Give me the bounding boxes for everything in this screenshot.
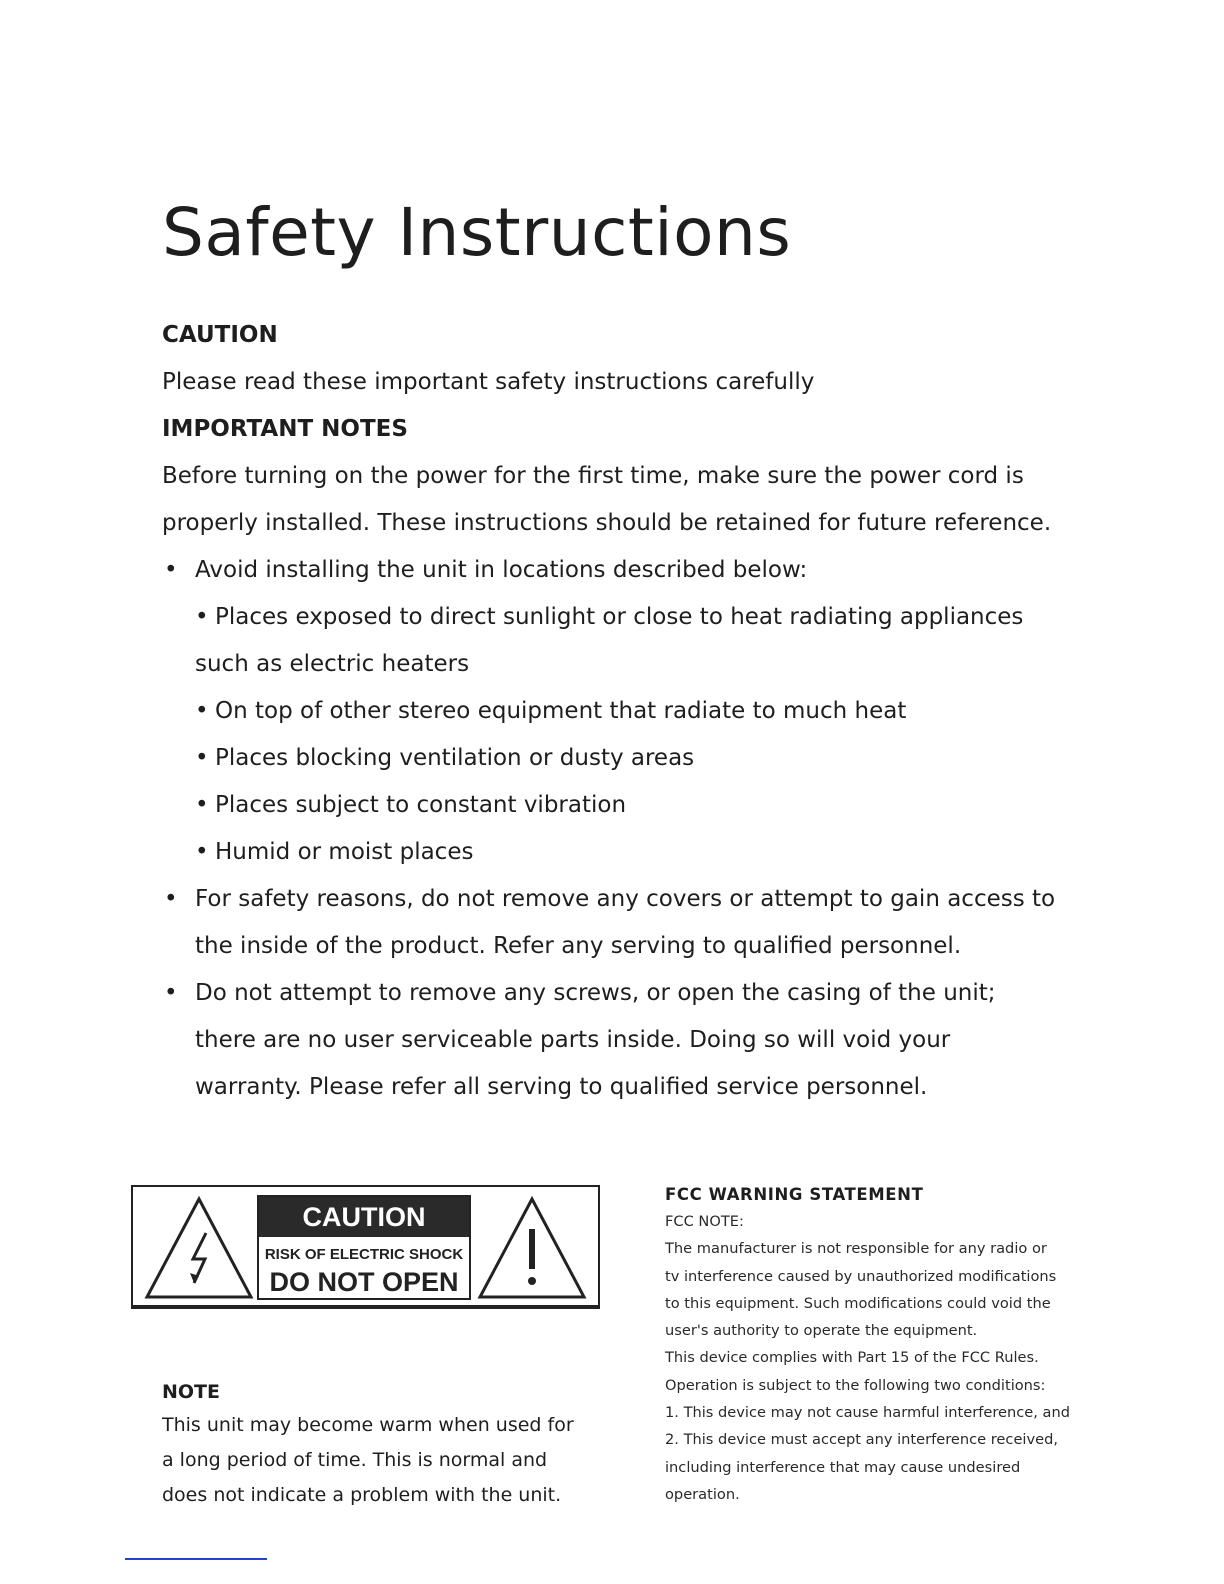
fcc-line: user's authority to operate the equipment.	[665, 1322, 978, 1340]
fcc-heading: FCC WARNING STATEMENT	[665, 1185, 924, 1204]
sub-list-item-text: Places subject to constant vibration	[215, 792, 627, 818]
electric-shock-warning-label	[131, 1185, 600, 1309]
risk-label: RISK OF ELECTRIC SHOCK	[264, 1246, 464, 1263]
sub-list-item-text: Places blocking ventilation or dusty areas	[215, 745, 695, 771]
sub-list-item	[195, 594, 1102, 641]
note-line: a long period of time. This is normal and	[162, 1449, 548, 1471]
sub-list-item-text: such as electric heaters	[195, 651, 470, 677]
main-content	[162, 312, 1102, 1111]
note-heading: NOTE	[162, 1381, 220, 1403]
bullet: •	[164, 886, 178, 912]
bullet: •	[195, 698, 209, 724]
list-item	[162, 970, 1102, 1111]
fcc-line: tv interference caused by unauthorized modifications	[665, 1267, 1057, 1285]
fcc-line: to this equipment. Such modifications could void the	[665, 1294, 1051, 1312]
caution-label-stack	[257, 1195, 471, 1300]
sub-list-item	[195, 688, 1102, 735]
list-item	[162, 876, 1102, 970]
sub-list-item	[195, 735, 1102, 782]
sub-list-item-continuation	[195, 641, 1102, 688]
note-line: This unit may become warm when used for	[162, 1414, 574, 1436]
caution-text: Please read these important safety instructions carefully	[162, 369, 815, 395]
important-notes-heading: IMPORTANT NOTES	[162, 416, 408, 442]
sub-list-item-text: Places exposed to direct sunlight or close to heat radiating appliances	[215, 604, 1024, 630]
paragraph-line: properly installed. These instructions should be retained for future reference.	[162, 510, 1052, 536]
fcc-line: This device complies with Part 15 of the FCC Rules.	[665, 1349, 1039, 1367]
sub-list-item	[195, 829, 1102, 876]
important-notes-paragraph	[162, 453, 1102, 547]
caution-heading: CAUTION	[162, 322, 278, 348]
fcc-line: The manufacturer is not responsible for any radio or	[665, 1240, 1047, 1258]
list-item-text: For safety reasons, do not remove any covers or attempt to gain access to	[195, 886, 1056, 912]
fcc-line: operation.	[665, 1485, 740, 1503]
bullet: •	[195, 745, 209, 771]
footer-divider	[125, 1558, 267, 1560]
safety-list	[162, 547, 1102, 1111]
bullet: •	[195, 792, 209, 818]
bullet: •	[195, 604, 209, 630]
list-item-text: Avoid installing the unit in locations described below:	[195, 557, 808, 583]
note-line: does not indicate a problem with the unit.	[162, 1484, 562, 1506]
lightning-warning-icon	[143, 1195, 255, 1301]
list-item	[162, 547, 1102, 876]
caution-label: CAUTION	[259, 1197, 469, 1237]
bullet: •	[164, 557, 178, 583]
do-not-open-label: DO NOT OPEN	[269, 1267, 459, 1297]
fcc-line: 1. This device may not cause harmful interference, and	[665, 1404, 1071, 1422]
list-item-text: there are no user serviceable parts inside. Doing so will void your	[195, 1027, 951, 1053]
bullet: •	[195, 839, 209, 865]
page-title: Safety Instructions	[162, 194, 792, 271]
note-section	[162, 1376, 602, 1513]
list-item-text: the inside of the product. Refer any serving to qualified personnel.	[195, 933, 962, 959]
list-item-text: warranty. Please refer all serving to qualified service personnel.	[195, 1074, 928, 1100]
sub-list	[195, 594, 1102, 876]
fcc-line: Operation is subject to the following two conditions:	[665, 1376, 1046, 1394]
bullet: •	[164, 980, 178, 1006]
paragraph-line: Before turning on the power for the first time, make sure the power cord is	[162, 463, 1024, 489]
fcc-line: including interference that may cause undesired	[665, 1458, 1021, 1476]
fcc-warning-section	[665, 1182, 1105, 1508]
sub-list-item-text: On top of other stereo equipment that radiate to much heat	[215, 698, 907, 724]
list-item-text: Do not attempt to remove any screws, or open the casing of the unit;	[195, 980, 996, 1006]
fcc-line: 2. This device must accept any interference received,	[665, 1431, 1058, 1449]
sub-list-item-text: Humid or moist places	[215, 839, 474, 865]
exclamation-warning-icon	[476, 1195, 588, 1301]
sub-list-item	[195, 782, 1102, 829]
fcc-line: FCC NOTE:	[665, 1213, 744, 1230]
